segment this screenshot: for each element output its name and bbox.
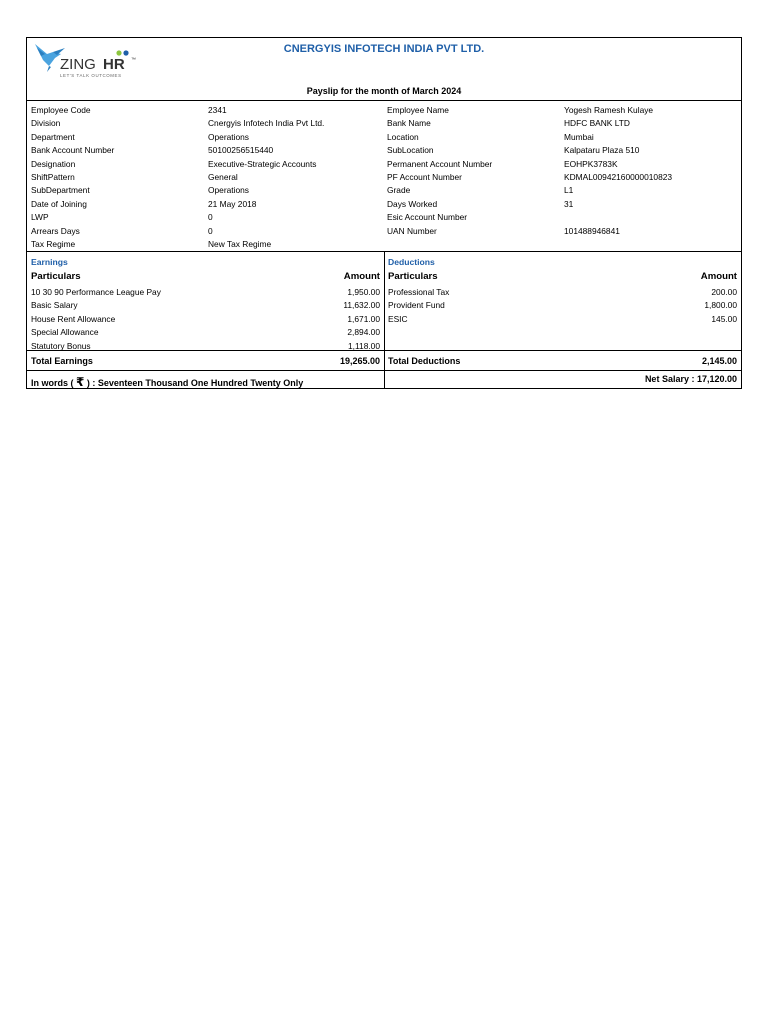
earnings-amount-header: Amount xyxy=(343,271,380,282)
earning-item xyxy=(31,314,380,326)
total-earnings-cell xyxy=(27,351,385,370)
earnings-deductions-section xyxy=(27,252,741,351)
words-suffix: ) : Seventeen Thousand One Hundred Twenty Only xyxy=(86,378,304,388)
earnings-title: Earnings xyxy=(31,257,68,267)
detail-row xyxy=(27,145,741,158)
net-salary-row xyxy=(27,371,741,388)
detail-label: Esic Account Number xyxy=(387,212,468,223)
detail-label: ShiftPattern xyxy=(31,172,75,182)
detail-value: 21 May 2018 xyxy=(208,198,257,209)
earning-item xyxy=(31,300,380,312)
detail-label: Department xyxy=(31,131,75,142)
detail-row xyxy=(27,132,741,145)
detail-row xyxy=(27,185,741,198)
earnings-panel xyxy=(27,252,385,350)
detail-row xyxy=(27,159,741,172)
total-earnings-amount: 19,265.00 xyxy=(339,356,380,366)
detail-label: Designation xyxy=(31,158,76,169)
net-salary-cell xyxy=(384,371,741,388)
amount-in-words xyxy=(31,375,303,389)
detail-value: Kalpataru Plaza 510 xyxy=(564,145,640,156)
detail-value: 0 xyxy=(208,225,213,236)
earning-label: Special Allowance xyxy=(31,327,99,338)
detail-label: Location xyxy=(387,131,419,142)
detail-value: KDMAL00942160000010823 xyxy=(564,172,673,182)
total-earnings-label: Total Earnings xyxy=(31,356,93,366)
detail-label: Bank Name xyxy=(387,118,431,129)
payslip-header xyxy=(27,38,741,101)
detail-value: 101488946841 xyxy=(564,225,620,236)
deduction-label: Provident Fund xyxy=(388,300,445,311)
deductions-panel xyxy=(384,252,741,350)
deduction-item xyxy=(388,287,737,299)
detail-value: HDFC BANK LTD xyxy=(564,118,630,129)
deduction-label: Professional Tax xyxy=(388,287,450,297)
deduction-item xyxy=(388,314,737,326)
detail-label: Date of Joining xyxy=(31,198,87,209)
detail-row xyxy=(27,212,741,225)
earning-amount: 1,950.00 xyxy=(347,287,380,297)
detail-value: Operations xyxy=(208,185,249,196)
earning-label: Statutory Bonus xyxy=(31,340,91,351)
earnings-column-headers xyxy=(31,271,380,283)
detail-label: SubDepartment xyxy=(31,185,90,196)
detail-value: 2341 xyxy=(208,105,227,115)
detail-row xyxy=(27,172,741,185)
earnings-particulars-header: Particulars xyxy=(31,271,81,282)
total-deductions-label: Total Deductions xyxy=(388,356,461,366)
detail-label: UAN Number xyxy=(387,225,437,236)
totals-row xyxy=(27,351,741,371)
earning-label: 10 30 90 Performance League Pay xyxy=(31,287,161,297)
detail-label: Bank Account Number xyxy=(31,145,115,156)
detail-label: Arrears Days xyxy=(31,225,80,236)
detail-label: Permanent Account Number xyxy=(387,158,493,169)
deductions-column-headers xyxy=(388,271,737,283)
detail-value: Yogesh Ramesh Kulaye xyxy=(564,105,654,115)
detail-row xyxy=(27,105,741,118)
amount-in-words-cell xyxy=(27,371,385,388)
deductions-particulars-header: Particulars xyxy=(388,271,438,282)
deduction-label: ESIC xyxy=(388,313,408,324)
earning-label: Basic Salary xyxy=(31,300,78,311)
total-deductions-amount: 2,145.00 xyxy=(701,356,737,366)
deduction-item xyxy=(388,300,737,312)
detail-label: Division xyxy=(31,118,61,129)
detail-value: Executive-Strategic Accounts xyxy=(208,158,317,169)
detail-value: Cnergyis Infotech India Pvt Ltd. xyxy=(208,118,325,129)
detail-value: Operations xyxy=(208,131,249,142)
detail-label: Days Worked xyxy=(387,198,438,209)
detail-value: L1 xyxy=(564,185,574,196)
svg-text:LET'S TALK OUTCOMES: LET'S TALK OUTCOMES xyxy=(60,73,122,78)
detail-label: Employee Code xyxy=(31,105,91,115)
detail-value: New Tax Regime xyxy=(208,239,272,249)
detail-value: 31 xyxy=(564,198,574,209)
detail-value: 0 xyxy=(208,212,213,223)
svg-text:ZING: ZING xyxy=(60,56,96,73)
detail-value: 50100256515440 xyxy=(208,145,274,156)
detail-value: General xyxy=(208,172,238,182)
detail-value: EOHPK3783K xyxy=(564,158,618,169)
detail-label: Tax Regime xyxy=(31,239,76,249)
detail-row xyxy=(27,239,741,252)
detail-value: Mumbai xyxy=(564,131,594,142)
svg-text:HR: HR xyxy=(103,56,125,73)
earning-amount: 2,894.00 xyxy=(347,327,380,338)
detail-row xyxy=(27,226,741,239)
deductions-title: Deductions xyxy=(388,257,435,267)
payslip-title: Payslip for the month of March 2024 xyxy=(306,86,462,96)
words-prefix: In words ( xyxy=(31,378,74,388)
detail-label: Grade xyxy=(387,185,411,196)
earning-amount: 1,118.00 xyxy=(348,340,380,351)
earning-label: House Rent Allowance xyxy=(31,313,116,324)
detail-label: SubLocation xyxy=(387,145,434,156)
employee-details xyxy=(27,101,741,252)
payslip xyxy=(26,37,742,389)
detail-label: LWP xyxy=(31,212,49,223)
earning-amount: 1,671.00 xyxy=(347,313,380,324)
detail-label: PF Account Number xyxy=(387,172,462,182)
rupee-icon: ₹ xyxy=(76,375,85,389)
net-salary: Net Salary : 17,120.00 xyxy=(644,374,737,384)
detail-row xyxy=(27,118,741,131)
deductions-amount-header: Amount xyxy=(700,271,737,282)
detail-row xyxy=(27,199,741,212)
detail-label: Employee Name xyxy=(387,105,449,115)
earning-item xyxy=(31,327,380,339)
deduction-amount: 145.00 xyxy=(711,313,737,324)
company-name: CNERGYIS INFOTECH INDIA PVT LTD. xyxy=(283,43,485,55)
svg-text:™: ™ xyxy=(131,57,136,63)
total-deductions-cell xyxy=(384,351,741,370)
earning-amount: 11,632.00 xyxy=(343,300,380,311)
earning-item xyxy=(31,287,380,299)
deduction-amount: 200.00 xyxy=(711,287,737,297)
deduction-amount: 1,800.00 xyxy=(704,300,737,311)
